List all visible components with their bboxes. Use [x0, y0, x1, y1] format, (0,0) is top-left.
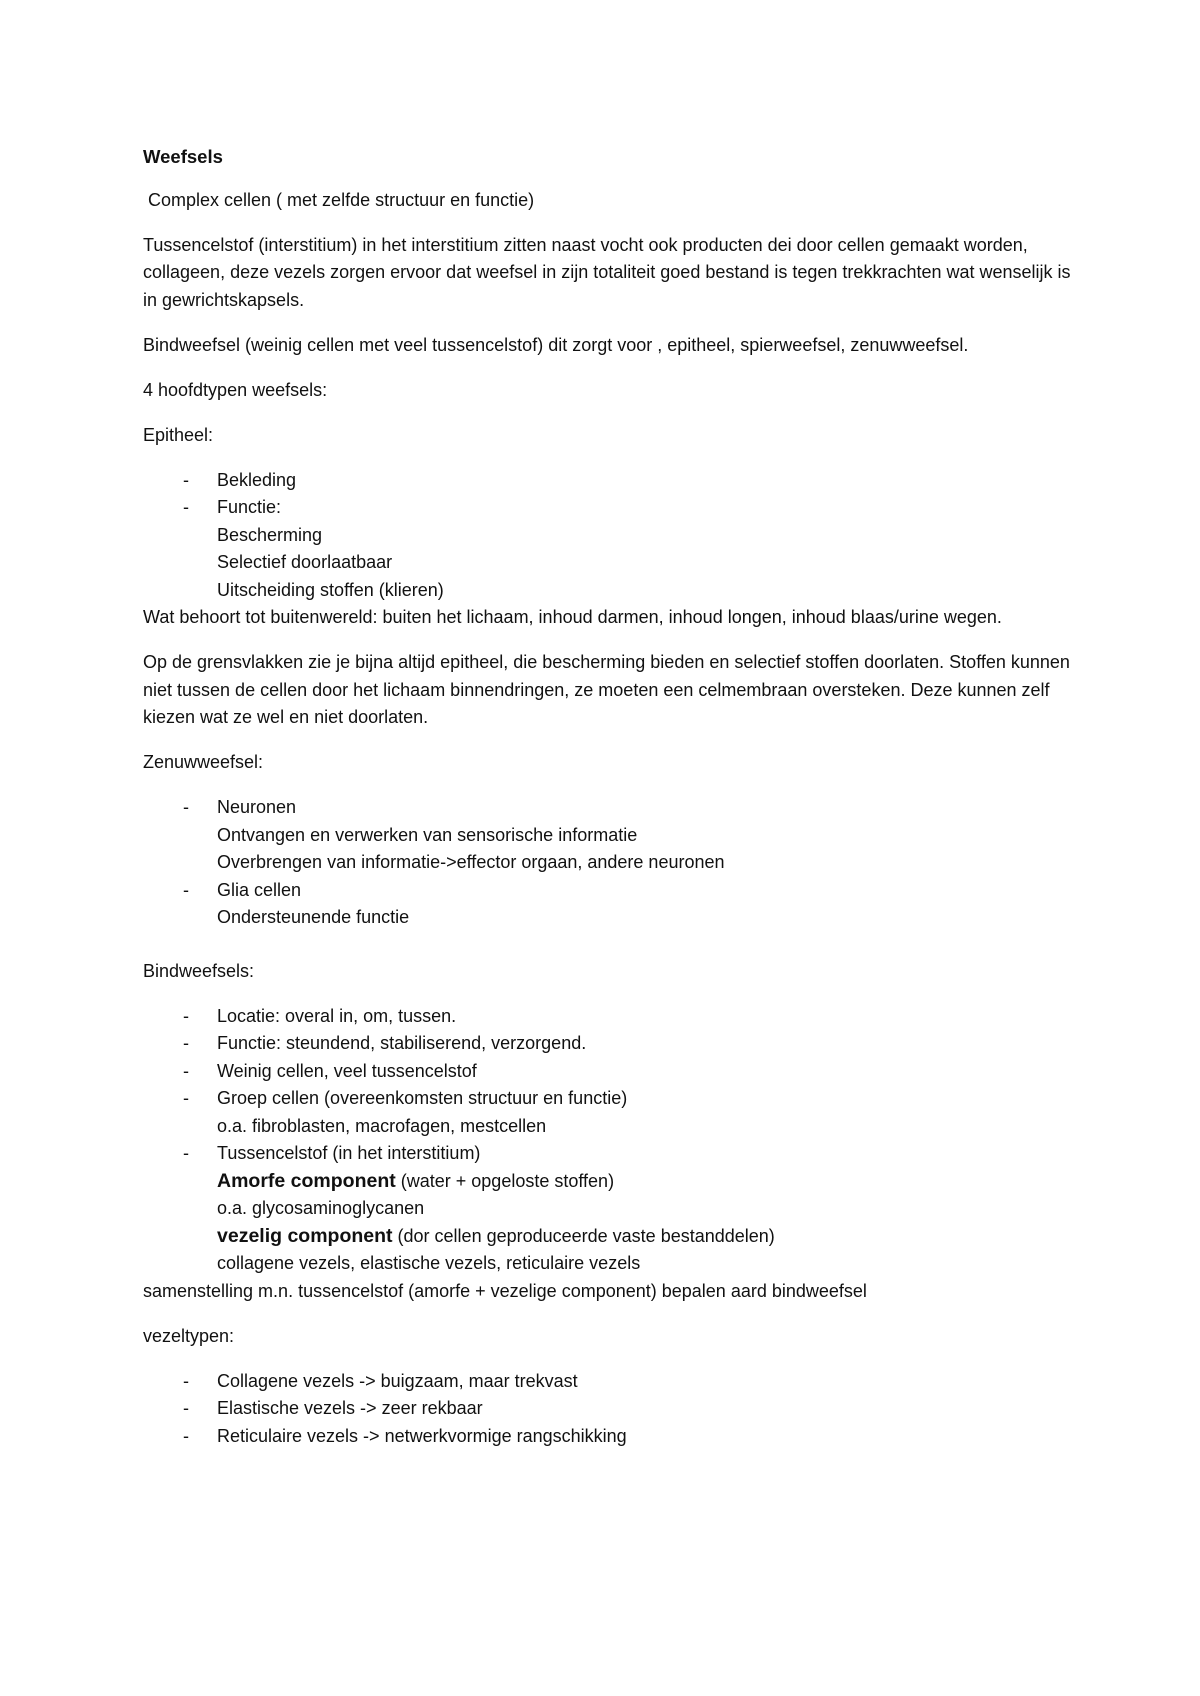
samenstelling-paragraph: samenstelling m.n. tussencelstof (amorfe + vezelige component) bepalen aard bindweefsel — [143, 1280, 867, 1301]
vezelig-term: vezelig component — [217, 1224, 393, 1247]
zenuwweefsel-heading: Zenuwweefsel: — [143, 752, 264, 772]
grensvlakken-paragraph: Op de grensvlakken zie je bijna altijd epitheel, die bescherming bieden en selectief stoffen doorlaten. Stoffen kunnen niet tussen de cellen door het lichaam binnendringen, ze moeten een celmembraan oversteken. Deze kunnen zelf kiezen wat ze wel en niet doorlaten. — [143, 652, 1070, 727]
amorf-description: (water + opgeloste stoffen) — [395, 1170, 615, 1191]
list-item-text: Functie: steundend, stabiliserend, verzorgend. — [217, 1033, 587, 1053]
list-item — [143, 794, 1073, 877]
list-item-text: - Groep cellen (overeenkomsten structuur en functie) — [217, 1088, 628, 1108]
list-item-text: Weinig cellen, veel tussencelstof — [217, 1060, 477, 1081]
list-item — [143, 467, 1073, 495]
hoofdtypen-heading: 4 hoofdtypen weefsels: — [143, 379, 328, 400]
epitheel-heading: Epitheel: — [143, 424, 214, 445]
list-item — [143, 1395, 1073, 1423]
vezeltypen-heading: vezeltypen: — [143, 1325, 235, 1346]
list-item — [143, 1003, 1073, 1031]
list-subitem: Bescherming — [217, 524, 323, 545]
list-subitem: o.a. fibroblasten, macrofagen, mestcellen — [217, 1115, 547, 1136]
list-item — [143, 877, 1073, 932]
list-item-text: - Glia cellen — [217, 879, 302, 900]
vezelig-description: (dor cellen geproduceerde vaste bestanddelen) — [392, 1225, 775, 1246]
bindweefsels-heading: Bindweefsels: — [143, 960, 255, 981]
document-title: Weefsels — [143, 146, 223, 167]
vezelig-line — [217, 1223, 1073, 1251]
list-item — [143, 1085, 1073, 1140]
bindweefsels-list — [143, 1003, 1073, 1278]
zenuwweefsel-list — [143, 794, 1073, 932]
vezeltypen-list — [143, 1368, 1073, 1451]
list-item-text: - Functie: — [217, 497, 282, 517]
amorf-term: Amorfe component — [217, 1169, 396, 1192]
amorf-line — [217, 1168, 1073, 1196]
list-item-text: - Neuronen — [217, 797, 297, 817]
list-item-text: Elastische vezels -> zeer rekbaar — [217, 1398, 483, 1418]
list-subitem: Uitscheiding stoffen (klieren) — [217, 579, 444, 600]
list-subitem: Ontvangen en verwerken van sensorische informatie — [217, 824, 638, 845]
list-subitem: Selectief doorlaatbaar — [217, 552, 393, 572]
buitenwereld-paragraph: Wat behoort tot buitenwereld: buiten het lichaam, inhoud darmen, inhoud longen, inhoud blaas/urine wegen. — [143, 607, 1002, 627]
bindweefsel-paragraph: Bindweefsel (weinig cellen met veel tussencelstof) dit zorgt voor , epitheel, spierweefsel, zenuwweefsel. — [143, 334, 969, 355]
intro-paragraph: Complex cellen ( met zelfde structuur en functie) — [143, 189, 535, 210]
list-item — [143, 1140, 1073, 1278]
list-subitem: Overbrengen van informatie->effector orgaan, andere neuronen — [217, 852, 725, 872]
list-item — [143, 1368, 1073, 1396]
list-item — [143, 1030, 1073, 1058]
list-item-text: - Tussencelstof (in het interstitium) — [217, 1143, 481, 1163]
document-body — [143, 143, 1073, 1468]
list-item-text: Reticulaire vezels -> netwerkvormige rangschikking — [217, 1425, 627, 1446]
list-subitem: Ondersteunende functie — [217, 907, 410, 927]
tussencelstof-paragraph: Tussencelstof (interstitium) in het interstitium zitten naast vocht ook producten dei door cellen gemaakt worden, collageen, deze vezels zorgen ervoor dat weefsel in zijn totaliteit goed bestand is tegen trekkrachten wat wenselijk is in gewrichtskapsels. — [143, 234, 1071, 310]
list-item — [143, 494, 1073, 604]
list-item-text: Locatie: overal in, om, tussen. — [217, 1005, 457, 1026]
list-item — [143, 1423, 1073, 1451]
list-item-text: Collagene vezels -> buigzaam, maar trekvast — [217, 1370, 578, 1391]
epitheel-list — [143, 467, 1073, 605]
list-item — [143, 1058, 1073, 1086]
list-subitem: collagene vezels, elastische vezels, reticulaire vezels — [217, 1253, 641, 1273]
list-item-text: Bekleding — [217, 469, 297, 490]
list-subitem: o.a. glycosaminoglycanen — [217, 1198, 425, 1218]
